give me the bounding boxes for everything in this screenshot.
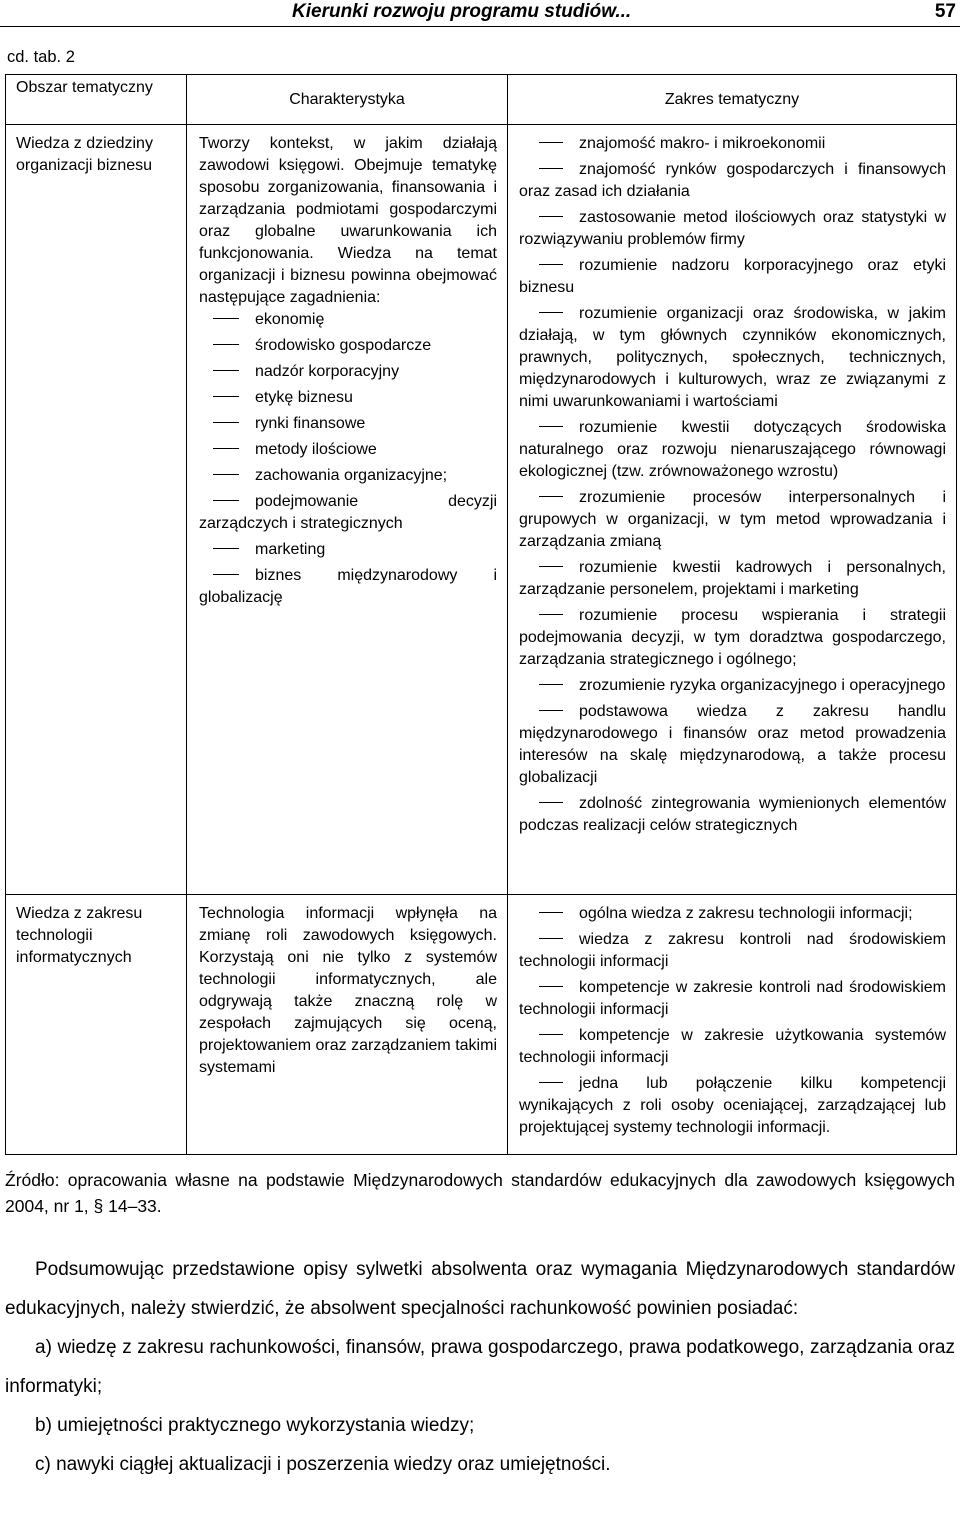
summary-paragraph: Podsumowując przedstawione opisy sylwetki absolwenta oraz wymagania Międzynarodowych standardów edukacyjnych, należy stwierdzić, że absolwent specjalności rachunkowość powinien posiadać:: [5, 1259, 955, 1319]
page-number: 57: [934, 1, 956, 22]
header-scope: Zakres tematyczny: [508, 75, 957, 125]
curriculum-table: [5, 74, 957, 1155]
list-item: zachowania organizacyjne;: [199, 465, 497, 487]
list-item: podstawowa wiedza z zakresu handlu międzynarodowego i finansów oraz metod prowadzenia interesów na skalę międzynarodową, a także procesu globalizacji: [519, 701, 946, 789]
source-note: Źródło: opracowania własne na podstawie Międzynarodowych standardów edukacyjnych dla zawodowych księgowych 2004, nr 1, § 14–33.: [5, 1170, 955, 1216]
summary-item: a) wiedzę z zakresu rachunkowości, finansów, prawa gospodarczego, prawa podatkowego, zarządzania oraz informatyki;: [5, 1337, 955, 1397]
characteristics-cell: [187, 125, 508, 895]
scope-cell: [508, 895, 957, 1155]
table-row: [6, 895, 957, 1155]
characteristics-text: Tworzy kontekst, w jakim działają zawodowi księgowi. Obejmuje tematykę sposobu zorganizowania, finansowania i zarządzania podmiotami gospodarczymi oraz globalne uwarunkowania ich funkcjonowania. Wiedza na temat organizacji i biznesu powinna obejmować następujące zagadnienia:: [199, 135, 497, 306]
characteristics-cell: [187, 895, 508, 1155]
list-item: zrozumienie ryzyka organizacyjnego i operacyjnego: [519, 675, 946, 697]
characteristics-list: [199, 309, 497, 609]
list-item: rozumienie kwestii dotyczących środowiska naturalnego oraz rozwoju nienaruszającego równowagi ekologicznej (tzw. zrównoważonego wzrostu): [519, 417, 946, 483]
scope-cell: [508, 125, 957, 895]
summary-item: b) umiejętności praktycznego wykorzystania wiedzy;: [35, 1415, 475, 1436]
list-item: rynki finansowe: [199, 413, 497, 435]
list-item: kompetencje w zakresie użytkowania systemów technologii informacji: [519, 1025, 946, 1069]
summary-section: [5, 1250, 955, 1484]
list-item: rozumienie nadzoru korporacyjnego oraz etyki biznesu: [519, 255, 946, 299]
table-caption: cd. tab. 2: [7, 48, 75, 66]
list-item: zdolność zintegrowania wymienionych elementów podczas realizacji celów strategicznych: [519, 793, 946, 837]
list-item: podejmowanie decyzji zarządczych i strategicznych: [199, 491, 497, 535]
list-item: marketing: [199, 539, 497, 561]
list-item: wiedza z zakresu kontroli nad środowiskiem technologii informacji: [519, 929, 946, 973]
table-header-row: [6, 75, 957, 125]
list-item: jedna lub połączenie kilku kompetencji wynikających z roli osoby oceniającej, zarządzającej lub projektującej systemy technologii informacji.: [519, 1073, 946, 1139]
area-cell: Wiedza z dziedziny organizacji biznesu: [6, 125, 187, 895]
page-header: [0, 0, 960, 27]
list-item: ekonomię: [199, 309, 497, 331]
scope-list: [519, 133, 946, 837]
list-item: kompetencje w zakresie kontroli nad środowiskiem technologii informacji: [519, 977, 946, 1021]
list-item: środowisko gospodarcze: [199, 335, 497, 357]
list-item: rozumienie organizacji oraz środowiska, w jakim działają, w tym głównych czynników ekonomicznych, prawnych, politycznych, społecznych, technicznych, międzynarodowych i kulturowych, wraz ze związanymi z nimi uwarunkowaniami i wartościami: [519, 303, 946, 413]
header-characteristics: Charakterystyka: [187, 75, 508, 125]
list-item: zrozumienie procesów interpersonalnych i grupowych w organizacji, w tym metod wprowadzania i zarządzania zmianą: [519, 487, 946, 553]
scope-list: [519, 903, 946, 1139]
list-item: biznes międzynarodowy i globalizację: [199, 565, 497, 609]
list-item: nadzór korporacyjny: [199, 361, 497, 383]
table-row: [6, 125, 957, 895]
list-item: zastosowanie metod ilościowych oraz statystyki w rozwiązywaniu problemów firmy: [519, 207, 946, 251]
characteristics-text: Technologia informacji wpłynęła na zmianę roli zawodowych księgowych. Korzystają oni nie tylko z systemów technologii informatycznych, ale odgrywają także znaczną rolę w zespołach zajmujących się oceną, projektowaniem oraz zarządzaniem takimi systemami: [199, 905, 497, 1076]
summary-item: c) nawyki ciągłej aktualizacji i poszerzenia wiedzy oraz umiejętności.: [35, 1454, 611, 1475]
area-cell: Wiedza z zakresu technologii informatycznych: [6, 895, 187, 1155]
list-item: znajomość makro- i mikroekonomii: [519, 133, 946, 155]
header-area: Obszar tematyczny: [6, 75, 187, 125]
running-title: Kierunki rozwoju programu studiów...: [292, 1, 632, 22]
list-item: etykę biznesu: [199, 387, 497, 409]
list-item: metody ilościowe: [199, 439, 497, 461]
list-item: ogólna wiedza z zakresu technologii informacji;: [519, 903, 946, 925]
list-item: rozumienie kwestii kadrowych i personalnych, zarządzanie personelem, projektami i marketing: [519, 557, 946, 601]
list-item: rozumienie procesu wspierania i strategii podejmowania decyzji, w tym doradztwa gospodarczego, zarządzania strategicznego i ogólnego;: [519, 605, 946, 671]
list-item: znajomość rynków gospodarczych i finansowych oraz zasad ich działania: [519, 159, 946, 203]
